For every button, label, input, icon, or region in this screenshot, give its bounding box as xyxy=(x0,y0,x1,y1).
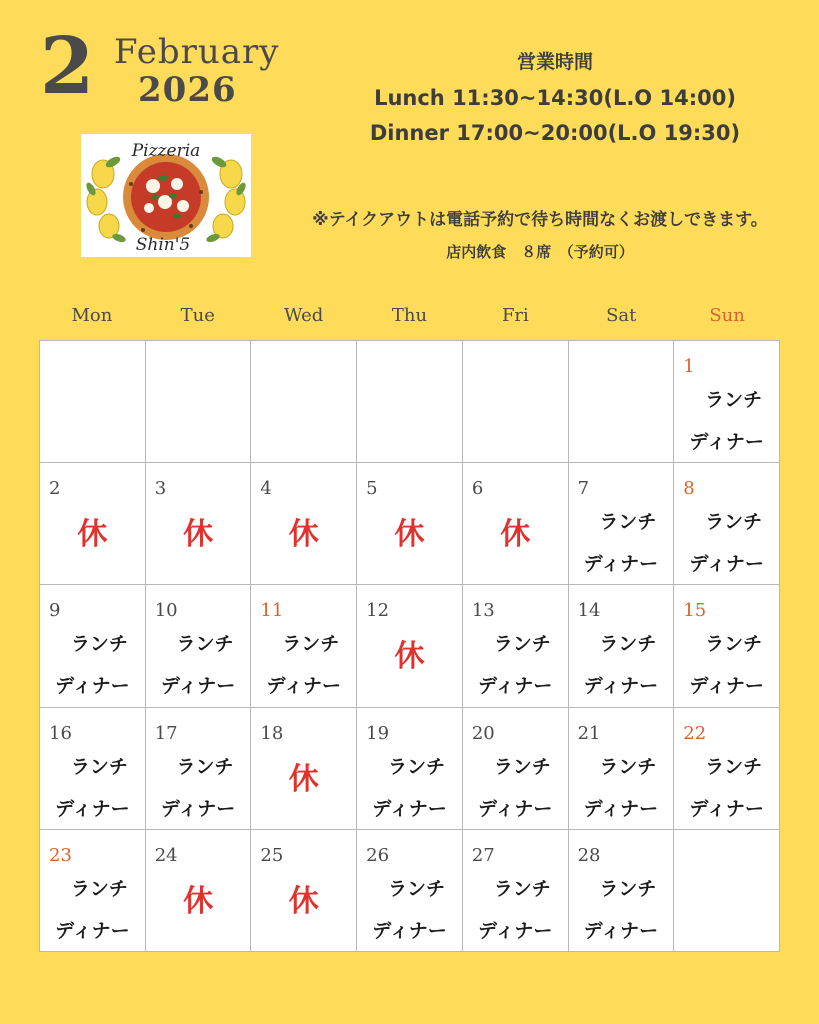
logo-text-shin5: Shin'5 xyxy=(135,235,191,255)
lunch-label: ランチ xyxy=(705,755,763,778)
calendar-day-cell xyxy=(251,830,357,952)
day-number: 4 xyxy=(260,478,272,500)
calendar-day-cell xyxy=(251,708,357,830)
lunch-label: ランチ xyxy=(599,633,657,656)
day-number: 16 xyxy=(49,722,72,744)
lunch-label: ランチ xyxy=(599,877,657,900)
dinner-label: ディナー xyxy=(583,675,659,698)
calendar-cell-empty xyxy=(674,830,780,952)
dinner-label: ディナー xyxy=(583,553,659,576)
lunch-label: ランチ xyxy=(387,755,445,778)
lunch-label: ランチ xyxy=(493,877,551,900)
calendar-day-cell xyxy=(674,708,780,830)
day-number: 17 xyxy=(154,722,178,744)
dinner-label: ディナー xyxy=(372,797,447,820)
lunch-label: ランチ xyxy=(176,633,234,656)
closed-mark: 休 xyxy=(183,517,214,553)
calendar-cell-empty xyxy=(40,341,146,463)
calendar-day-cell xyxy=(463,830,569,952)
calendar-day-cell xyxy=(146,830,252,952)
calendar-cell-empty xyxy=(251,341,357,463)
calendar-day-cell xyxy=(251,463,357,585)
closed-mark: 休 xyxy=(394,517,425,553)
day-number: 15 xyxy=(683,600,707,622)
day-number: 14 xyxy=(577,600,601,622)
day-number: 10 xyxy=(154,600,178,622)
lunch-label: ランチ xyxy=(705,511,763,534)
calendar-day-cell xyxy=(40,585,146,707)
day-number: 27 xyxy=(471,844,495,866)
dinner-label: ディナー xyxy=(689,553,764,576)
month-name: February xyxy=(114,32,280,72)
day-number: 11 xyxy=(260,600,284,622)
weekday-sat: Sat xyxy=(606,305,637,326)
closed-mark: 休 xyxy=(288,883,319,919)
weekday-mon: Mon xyxy=(71,305,113,326)
dinner-label: ディナー xyxy=(55,797,130,820)
day-number: 25 xyxy=(260,844,284,866)
business-hours-title: 営業時間 xyxy=(516,51,593,73)
day-number: 23 xyxy=(49,844,72,866)
day-number: 7 xyxy=(577,478,590,500)
dinner-label: ディナー xyxy=(477,797,553,820)
calendar-day-cell xyxy=(40,830,146,952)
calendar-day-cell xyxy=(357,830,463,952)
dinner-label: ディナー xyxy=(689,675,764,698)
dinner-label: ディナー xyxy=(372,919,447,942)
lunch-label: ランチ xyxy=(282,633,340,656)
lunch-label: ランチ xyxy=(493,633,551,656)
pizzeria-logo xyxy=(81,134,251,257)
calendar-cell-empty xyxy=(569,341,675,463)
dinner-label: ディナー xyxy=(689,797,764,820)
dinner-label: ディナー xyxy=(689,431,764,453)
calendar-day-cell xyxy=(674,463,780,585)
lunch-hours: Lunch 11:30~14:30(L.O 14:00) xyxy=(374,86,736,110)
dinner-label: ディナー xyxy=(266,675,342,698)
calendar-day-cell xyxy=(674,341,780,463)
closed-mark: 休 xyxy=(288,517,319,553)
lunch-label: ランチ xyxy=(70,877,128,900)
calendar-cell-empty xyxy=(146,341,252,463)
day-number: 20 xyxy=(471,722,495,744)
day-number: 19 xyxy=(366,722,390,744)
calendar-day-cell xyxy=(146,708,252,830)
weekday-tue: Tue xyxy=(180,305,215,326)
closed-mark: 休 xyxy=(183,883,214,919)
lunch-label: ランチ xyxy=(70,633,128,656)
day-number: 5 xyxy=(366,478,378,500)
weekday-header xyxy=(39,305,780,333)
calendar-day-cell xyxy=(569,830,675,952)
closed-mark: 休 xyxy=(394,639,425,675)
calendar-day-cell xyxy=(146,585,252,707)
lunch-label: ランチ xyxy=(599,755,657,778)
calendar-day-cell xyxy=(569,463,675,585)
closed-mark: 休 xyxy=(288,761,319,797)
calendar-day-cell xyxy=(251,585,357,707)
dinner-label: ディナー xyxy=(160,675,236,698)
dinner-label: ディナー xyxy=(55,919,130,942)
day-number: 2 xyxy=(49,478,61,500)
dinner-label: ディナー xyxy=(55,675,130,698)
dinner-label: ディナー xyxy=(477,919,553,942)
lunch-label: ランチ xyxy=(70,755,128,778)
dinner-label: ディナー xyxy=(583,919,659,942)
day-number: 13 xyxy=(471,600,495,622)
weekday-wed: Wed xyxy=(284,305,324,326)
day-number: 18 xyxy=(260,722,284,744)
calendar-day-cell xyxy=(357,585,463,707)
calendar-day-cell xyxy=(40,708,146,830)
day-number: 28 xyxy=(577,844,601,866)
weekday-sun: Sun xyxy=(709,305,745,326)
day-number: 12 xyxy=(366,600,390,622)
calendar-day-cell xyxy=(357,708,463,830)
calendar-day-cell xyxy=(357,463,463,585)
weekday-thu: Thu xyxy=(391,305,428,326)
day-number: 8 xyxy=(683,478,695,500)
day-number: 9 xyxy=(49,600,61,622)
lunch-label: ランチ xyxy=(493,755,551,778)
month-number: 2 xyxy=(40,21,95,112)
dinner-hours: Dinner 17:00~20:00(L.O 19:30) xyxy=(369,121,741,145)
calendar-grid xyxy=(39,340,780,952)
calendar-day-cell xyxy=(463,585,569,707)
calendar-cell-empty xyxy=(463,341,569,463)
pizza-illustration-icon xyxy=(81,134,251,257)
dinner-label: ディナー xyxy=(160,797,236,820)
calendar-day-cell xyxy=(569,585,675,707)
year: 2026 xyxy=(138,70,237,110)
day-number: 26 xyxy=(366,844,390,866)
day-number: 3 xyxy=(154,478,167,500)
calendar-day-cell xyxy=(146,463,252,585)
lunch-label: ランチ xyxy=(599,511,657,534)
day-number: 21 xyxy=(577,722,601,744)
logo-text-pizzeria: Pizzeria xyxy=(131,141,201,161)
calendar-day-cell xyxy=(674,585,780,707)
closed-mark: 休 xyxy=(500,517,531,553)
lunch-label: ランチ xyxy=(176,755,234,778)
takeout-note: ※テイクアウトは電話予約で待ち時間なくお渡しできます。 xyxy=(312,210,768,230)
day-number: 1 xyxy=(683,356,695,377)
lunch-label: ランチ xyxy=(705,389,763,411)
calendar-day-cell xyxy=(569,708,675,830)
dinner-label: ディナー xyxy=(583,797,659,820)
calendar-day-cell xyxy=(463,463,569,585)
lunch-label: ランチ xyxy=(387,877,445,900)
dinner-label: ディナー xyxy=(477,675,553,698)
weekday-fri: Fri xyxy=(501,305,529,326)
day-number: 6 xyxy=(471,478,484,500)
day-number: 22 xyxy=(683,722,707,744)
lunch-label: ランチ xyxy=(705,633,763,656)
calendar-day-cell xyxy=(40,463,146,585)
closed-mark: 休 xyxy=(77,517,108,553)
calendar-day-cell xyxy=(463,708,569,830)
calendar-cell-empty xyxy=(357,341,463,463)
seating-info: 店内飲食 ８席 （予約可） xyxy=(446,243,634,261)
day-number: 24 xyxy=(154,844,178,866)
